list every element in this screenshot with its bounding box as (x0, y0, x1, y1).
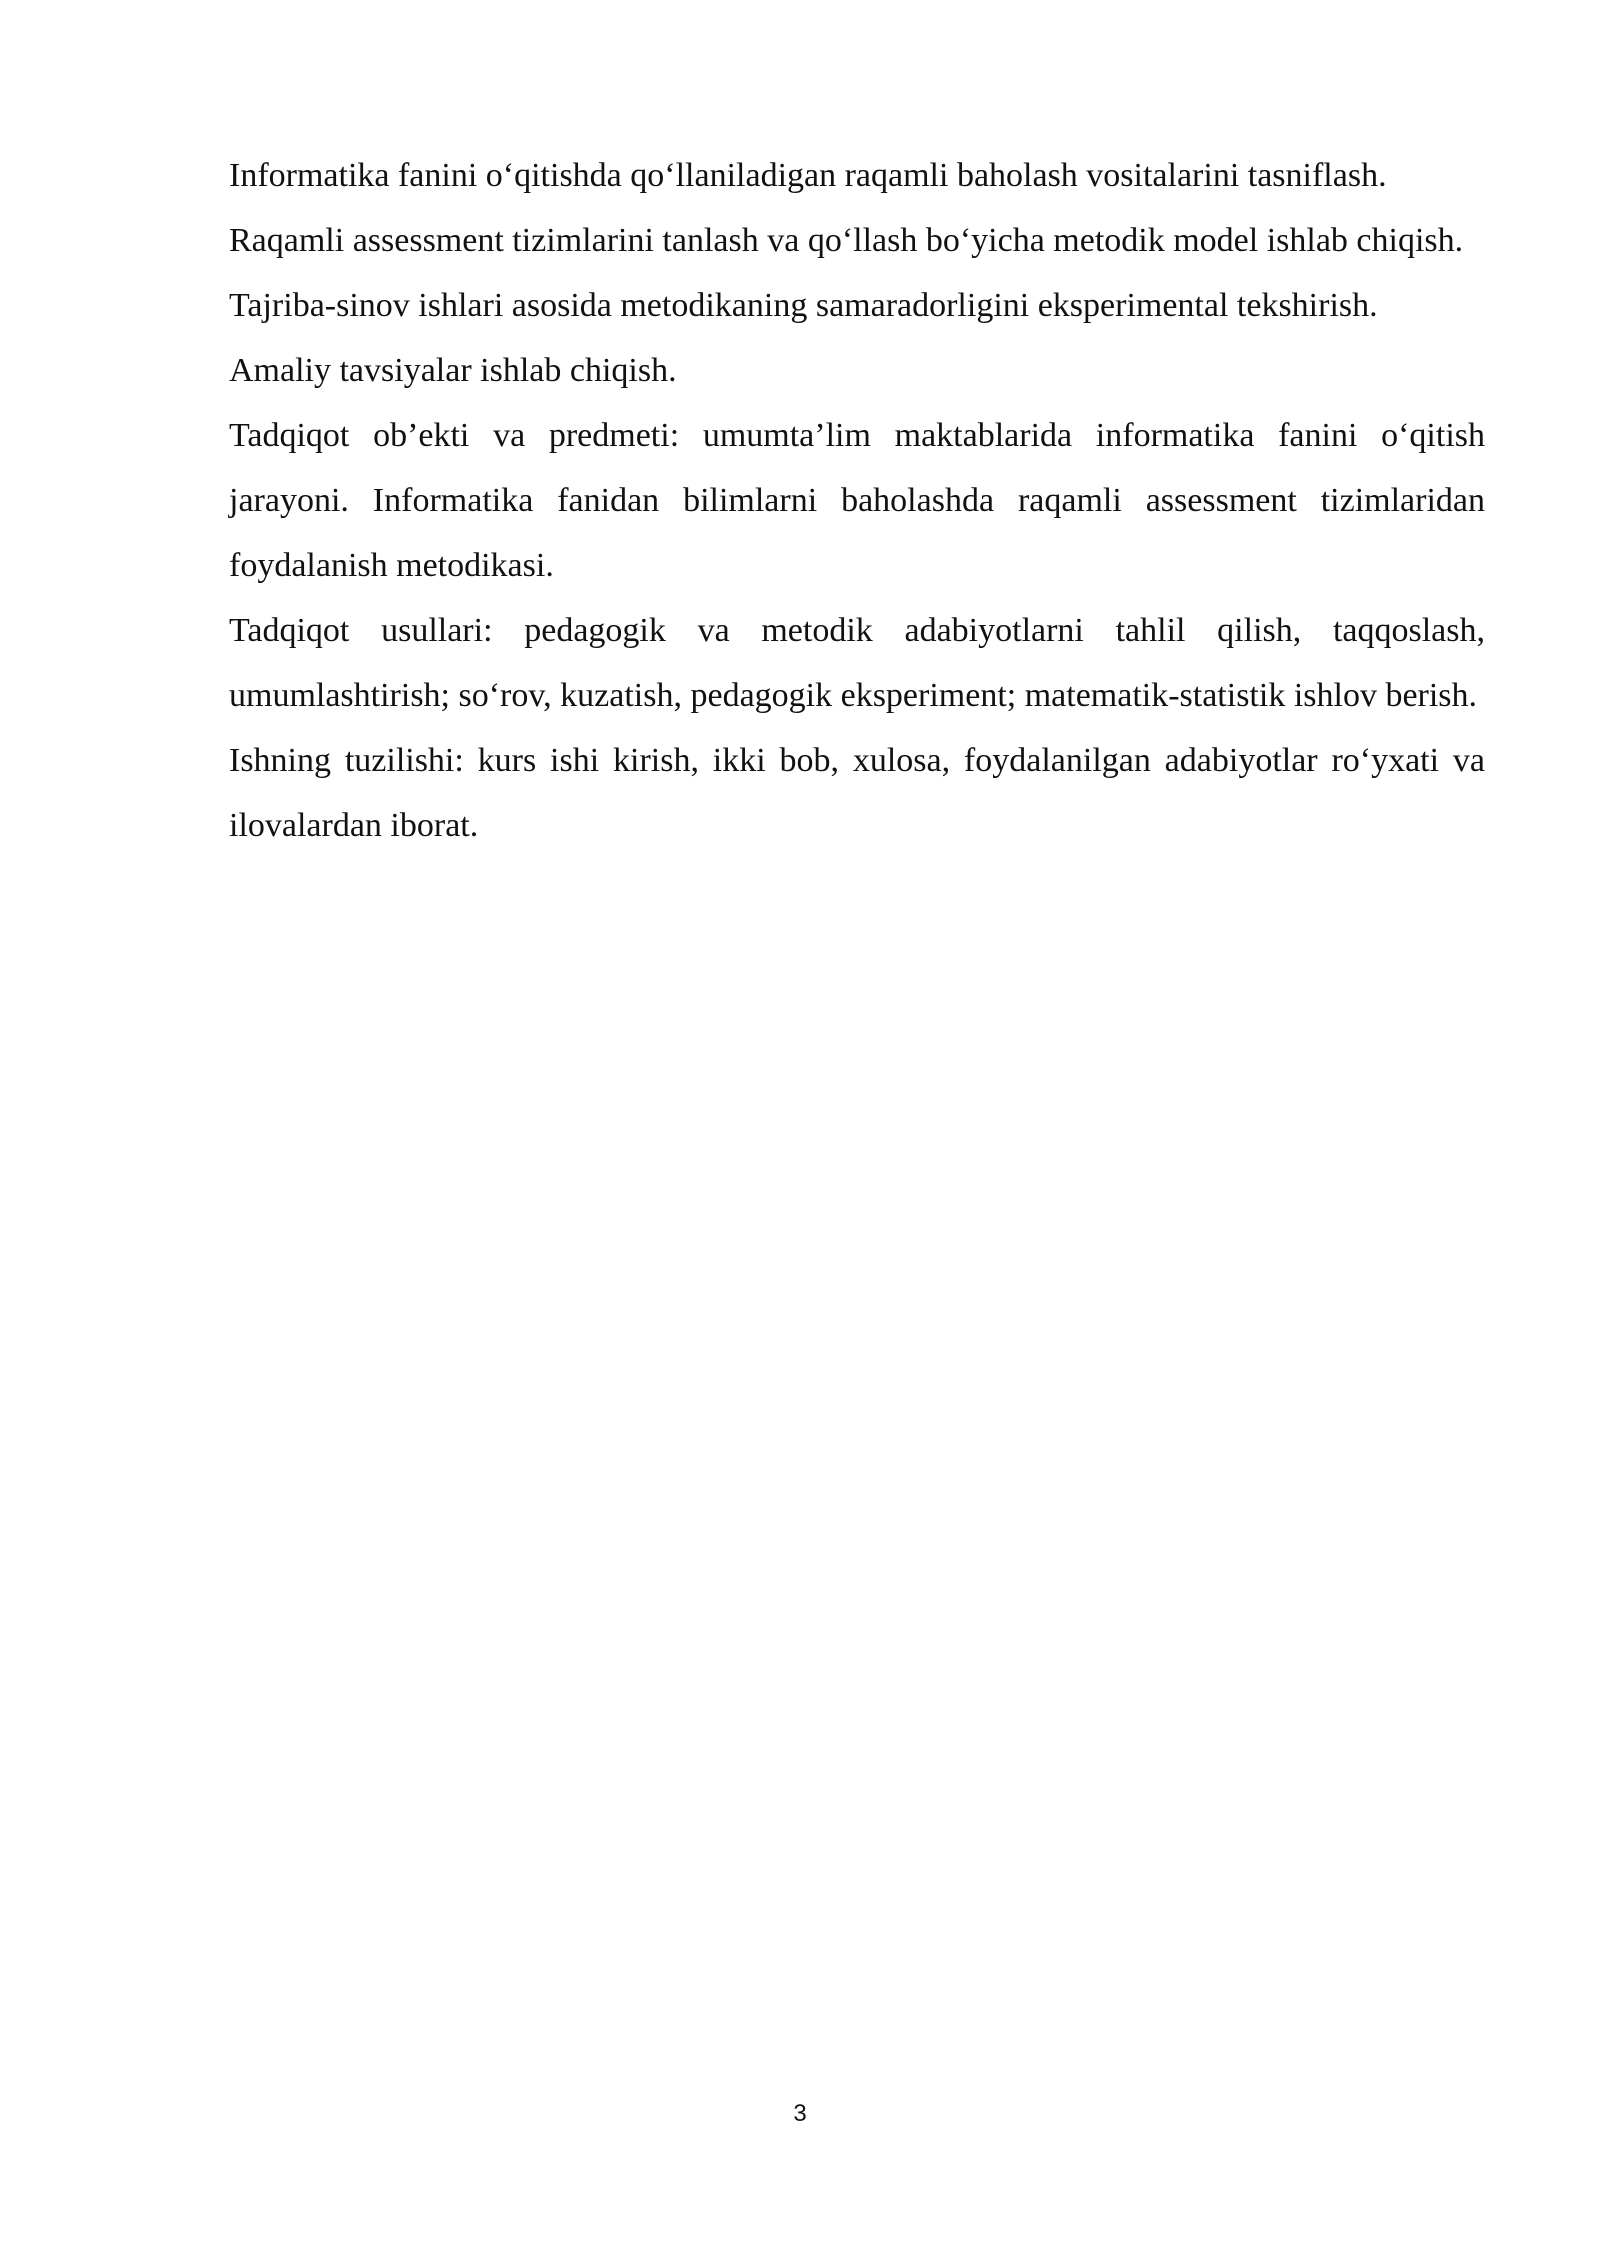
paragraph-research-methods: Tadqiqot usullari: pedagogik va metodik adabiyotlarni tahlil qilish, taqqoslash, umumlashtirish; so‘rov, kuzatish, pedagogik eksperiment; matematik-statistik ishlov berish. (229, 612, 1485, 714)
paragraph-work-structure: Ishning tuzilishi: kurs ishi kirish, ikki bob, xulosa, foydalanilgan adabiyotlar ro‘yxati va ilovalardan iborat. (229, 742, 1485, 844)
paragraph-research-object: Tadqiqot ob’ekti va predmeti: umumta’lim maktablarida informatika fanini o‘qitish jarayoni. Informatika fanidan bilimlarni baholashda raqamli assessment tizimlaridan foydalanish metodikasi. (229, 417, 1485, 584)
body-text (229, 143, 1485, 858)
paragraph-task-recommendations: Amaliy tavsiyalar ishlab chiqish. (229, 352, 677, 389)
paragraph-task-experiment: Tajriba-sinov ishlari asosida metodikaning samaradorligini eksperimental tekshirish. (229, 287, 1378, 324)
paragraph-task-classification: Informatika fanini o‘qitishda qo‘llaniladigan raqamli baholash vositalarini tasniflash. (229, 157, 1387, 194)
paragraph-task-model: Raqamli assessment tizimlarini tanlash va qo‘llash bo‘yicha metodik model ishlab chiqish. (229, 222, 1464, 259)
page-number: 3 (793, 2100, 807, 2127)
